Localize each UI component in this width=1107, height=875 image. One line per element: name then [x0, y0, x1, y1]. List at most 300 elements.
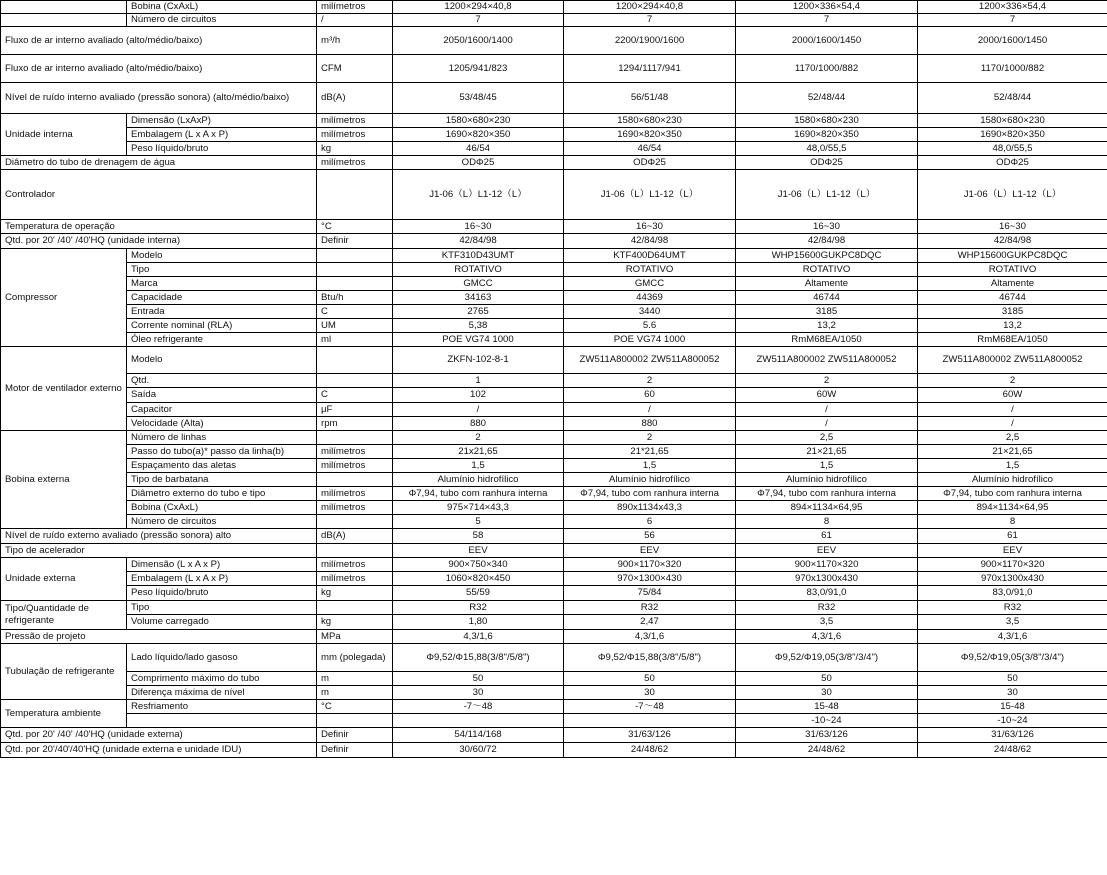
- unit-cell: kg: [317, 586, 393, 601]
- value-cell: ROTATIVO: [918, 263, 1107, 277]
- value-cell: EEV: [393, 544, 564, 558]
- value-cell: 42/84/98: [918, 234, 1107, 249]
- table-row: [1, 403, 1107, 417]
- value-cell: 24/48/62: [736, 743, 918, 758]
- value-cell: 890x1134x43,3: [564, 501, 736, 515]
- value-cell: 880: [564, 417, 736, 431]
- table-row: [1, 431, 1107, 445]
- value-cell: R32: [918, 601, 1107, 615]
- table-row: [1, 630, 1107, 644]
- value-cell: 2,5: [918, 431, 1107, 445]
- value-cell: KTF310D43UMT: [393, 249, 564, 263]
- value-cell: ODΦ25: [918, 156, 1107, 170]
- unit-cell: [317, 249, 393, 263]
- value-cell: 56: [564, 529, 736, 544]
- value-cell: 4,3/1,6: [736, 630, 918, 644]
- value-cell: WHP15600GUKPC8DQC: [918, 249, 1107, 263]
- row-label: Qtd. por 20' /40' /40'HQ (unidade externa): [1, 728, 317, 743]
- value-cell: 13,2: [918, 319, 1107, 333]
- value-cell: 61: [736, 529, 918, 544]
- table-row: [1, 714, 1107, 728]
- value-cell: 60W: [736, 388, 918, 403]
- value-cell: J1-06（L）L1-12（L）: [918, 170, 1107, 220]
- table-row: [1, 459, 1107, 473]
- value-cell: 3185: [918, 305, 1107, 319]
- table-row: [1, 473, 1107, 487]
- sub-label: Tipo: [127, 263, 317, 277]
- sub-label: Dimensão (LxAxP): [127, 114, 317, 128]
- value-cell: ZKFN-102-8-1: [393, 347, 564, 374]
- sub-label: Embalagem (L x A x P): [127, 128, 317, 142]
- value-cell: Φ7,94, tubo com ranhura interna: [736, 487, 918, 501]
- value-cell: 1170/1000/882: [736, 55, 918, 83]
- blank-cell: [1, 1, 127, 14]
- sub-label: Capacitor: [127, 403, 317, 417]
- value-cell: Alumínio hidrofílico: [736, 473, 918, 487]
- value-cell: 15-48: [918, 700, 1107, 714]
- unit-cell: °C: [317, 220, 393, 234]
- table-row: [1, 220, 1107, 234]
- value-cell: Φ7,94, tubo com ranhura interna: [918, 487, 1107, 501]
- sub-label: [127, 714, 317, 728]
- unit-cell: C: [317, 305, 393, 319]
- value-cell: 900×1170×320: [736, 558, 918, 572]
- sub-label: Volume carregado: [127, 615, 317, 630]
- value-cell: 2: [736, 374, 918, 388]
- table-row: [1, 558, 1107, 572]
- value-cell: 1,5: [918, 459, 1107, 473]
- unit-cell: [317, 374, 393, 388]
- unit-cell: Btu/h: [317, 291, 393, 305]
- value-cell: 42/84/98: [736, 234, 918, 249]
- value-cell: POE VG74 1000: [393, 333, 564, 347]
- value-cell: 16~30: [564, 220, 736, 234]
- row-label: Temperatura de operação: [1, 220, 317, 234]
- value-cell: GMCC: [564, 277, 736, 291]
- value-cell: 52/48/44: [918, 83, 1107, 114]
- sub-label: Espaçamento das aletas: [127, 459, 317, 473]
- value-cell: 900×1170×320: [564, 558, 736, 572]
- value-cell: -7～48: [564, 700, 736, 714]
- value-cell: 83,0/91,0: [736, 586, 918, 601]
- value-cell: KTF400D64UMT: [564, 249, 736, 263]
- unit-cell: m: [317, 686, 393, 700]
- value-cell: ODΦ25: [564, 156, 736, 170]
- sub-label: Modelo: [127, 249, 317, 263]
- value-cell: 21×21,65: [918, 445, 1107, 459]
- value-cell: [564, 714, 736, 728]
- value-cell: ODΦ25: [393, 156, 564, 170]
- group-label: Bobina externa: [1, 431, 127, 529]
- sub-label: Saída: [127, 388, 317, 403]
- value-cell: 58: [393, 529, 564, 544]
- sub-label: Velocidade (Alta): [127, 417, 317, 431]
- value-cell: 46/54: [393, 142, 564, 156]
- value-cell: 2765: [393, 305, 564, 319]
- value-cell: 7: [564, 14, 736, 27]
- value-cell: 2050/1600/1400: [393, 27, 564, 55]
- table-row: [1, 686, 1107, 700]
- group-label: Unidade externa: [1, 558, 127, 601]
- value-cell: /: [564, 403, 736, 417]
- value-cell: 1580×680×230: [393, 114, 564, 128]
- unit-cell: [317, 714, 393, 728]
- value-cell: 102: [393, 388, 564, 403]
- group-label: Temperatura ambiente: [1, 700, 127, 728]
- value-cell: [393, 714, 564, 728]
- table-row: [1, 14, 1107, 27]
- table-row: [1, 333, 1107, 347]
- unit-cell: milímetros: [317, 487, 393, 501]
- value-cell: 75/84: [564, 586, 736, 601]
- unit-cell: [317, 170, 393, 220]
- table-row: [1, 1, 1107, 14]
- value-cell: Alumínio hidrofílico: [918, 473, 1107, 487]
- table-row: [1, 515, 1107, 529]
- unit-cell: dB(A): [317, 83, 393, 114]
- value-cell: 2: [393, 431, 564, 445]
- table-row: [1, 55, 1107, 83]
- table-row: [1, 615, 1107, 630]
- sub-label: Peso líquido/bruto: [127, 142, 317, 156]
- unit-cell: Definir: [317, 234, 393, 249]
- table-row: [1, 319, 1107, 333]
- value-cell: 970×1300×430: [564, 572, 736, 586]
- table-row: [1, 27, 1107, 55]
- value-cell: 4,3/1,6: [393, 630, 564, 644]
- value-cell: ROTATIVO: [736, 263, 918, 277]
- unit-cell: milímetros: [317, 1, 393, 14]
- unit-cell: kg: [317, 615, 393, 630]
- table-row: [1, 544, 1107, 558]
- value-cell: J1-06（L）L1-12（L）: [564, 170, 736, 220]
- row-label: Qtd. por 20' /40' /40'HQ (unidade interna): [1, 234, 317, 249]
- table-row: [1, 644, 1107, 672]
- value-cell: 2,47: [564, 615, 736, 630]
- unit-cell: dB(A): [317, 529, 393, 544]
- row-label: Nível de ruído externo avaliado (pressão sonora) alto: [1, 529, 317, 544]
- sub-label: Número de circuitos: [127, 14, 317, 27]
- unit-cell: milímetros: [317, 558, 393, 572]
- value-cell: Φ9,52/Φ19,05(3/8"/3/4"): [918, 644, 1107, 672]
- unit-cell: milímetros: [317, 459, 393, 473]
- group-label: Tipo/Quantidade de refrigerante: [1, 601, 127, 630]
- value-cell: 46744: [918, 291, 1107, 305]
- value-cell: Φ7,94, tubo com ranhura interna: [564, 487, 736, 501]
- value-cell: 1294/1117/941: [564, 55, 736, 83]
- value-cell: ROTATIVO: [393, 263, 564, 277]
- value-cell: 1580×680×230: [918, 114, 1107, 128]
- table-row: [1, 445, 1107, 459]
- value-cell: -10~24: [736, 714, 918, 728]
- sub-label: Entrada: [127, 305, 317, 319]
- group-label: Tubulação de refrigerante: [1, 644, 127, 700]
- table-row: [1, 156, 1107, 170]
- value-cell: 42/84/98: [564, 234, 736, 249]
- value-cell: 30: [564, 686, 736, 700]
- unit-cell: milímetros: [317, 501, 393, 515]
- value-cell: RmM68EA/1050: [918, 333, 1107, 347]
- sub-label: Modelo: [127, 347, 317, 374]
- value-cell: 16~30: [918, 220, 1107, 234]
- sub-label: Bobina (CxAxL): [127, 1, 317, 14]
- table-row: [1, 234, 1107, 249]
- value-cell: 900×1170×320: [918, 558, 1107, 572]
- value-cell: 2000/1600/1450: [736, 27, 918, 55]
- table-row: [1, 728, 1107, 743]
- value-cell: /: [393, 403, 564, 417]
- value-cell: POE VG74 1000: [564, 333, 736, 347]
- sub-label: Resfriamento: [127, 700, 317, 714]
- value-cell: 1,5: [564, 459, 736, 473]
- sub-label: Número de circuitos: [127, 515, 317, 529]
- value-cell: 1,5: [393, 459, 564, 473]
- table-row: [1, 83, 1107, 114]
- row-label: Fluxo de ar interno avaliado (alto/médio/baixo): [1, 27, 317, 55]
- unit-cell: milímetros: [317, 445, 393, 459]
- sub-label: Passo do tubo(a)* passo da linha(b): [127, 445, 317, 459]
- sub-label: Tipo de barbatana: [127, 473, 317, 487]
- value-cell: 5: [393, 515, 564, 529]
- value-cell: Altamente: [736, 277, 918, 291]
- value-cell: 7: [736, 14, 918, 27]
- value-cell: 1: [393, 374, 564, 388]
- value-cell: 1690×820×350: [393, 128, 564, 142]
- value-cell: 46/54: [564, 142, 736, 156]
- value-cell: 900×750×340: [393, 558, 564, 572]
- unit-cell: MPa: [317, 630, 393, 644]
- value-cell: EEV: [918, 544, 1107, 558]
- sub-label: Lado líquido/lado gasoso: [127, 644, 317, 672]
- value-cell: Φ9,52/Φ15,88(3/8"/5/8"): [564, 644, 736, 672]
- table-row: [1, 601, 1107, 615]
- value-cell: 55/59: [393, 586, 564, 601]
- table-row: [1, 388, 1107, 403]
- value-cell: ZW511A800002 ZW511A800052: [918, 347, 1107, 374]
- value-cell: 83,0/91,0: [918, 586, 1107, 601]
- value-cell: -10~24: [918, 714, 1107, 728]
- unit-cell: ml: [317, 333, 393, 347]
- row-label: Tipo de acelerador: [1, 544, 317, 558]
- value-cell: 16~30: [393, 220, 564, 234]
- value-cell: 60: [564, 388, 736, 403]
- value-cell: EEV: [564, 544, 736, 558]
- value-cell: 3440: [564, 305, 736, 319]
- table-row: [1, 128, 1107, 142]
- value-cell: 16~30: [736, 220, 918, 234]
- value-cell: 31/63/126: [564, 728, 736, 743]
- value-cell: 24/48/62: [564, 743, 736, 758]
- value-cell: 50: [918, 672, 1107, 686]
- row-label: Diâmetro do tubo de drenagem de água: [1, 156, 317, 170]
- unit-cell: milímetros: [317, 114, 393, 128]
- unit-cell: mm (polegada): [317, 644, 393, 672]
- value-cell: 1580×680×230: [736, 114, 918, 128]
- value-cell: 894×1134×64,95: [918, 501, 1107, 515]
- value-cell: /: [736, 403, 918, 417]
- table-row: [1, 305, 1107, 319]
- value-cell: 2: [918, 374, 1107, 388]
- value-cell: 1200×294×40,8: [393, 1, 564, 14]
- value-cell: WHP15600GUKPC8DQC: [736, 249, 918, 263]
- table-row: [1, 114, 1107, 128]
- row-label: Pressão de projeto: [1, 630, 317, 644]
- value-cell: 48,0/55,5: [736, 142, 918, 156]
- value-cell: 1200×336×54,4: [736, 1, 918, 14]
- value-cell: 2,5: [736, 431, 918, 445]
- value-cell: 8: [918, 515, 1107, 529]
- value-cell: R32: [393, 601, 564, 615]
- value-cell: Φ7,94, tubo com ranhura interna: [393, 487, 564, 501]
- value-cell: 970x1300x430: [736, 572, 918, 586]
- value-cell: 1,80: [393, 615, 564, 630]
- value-cell: 3,5: [736, 615, 918, 630]
- value-cell: 56/51/48: [564, 83, 736, 114]
- value-cell: 60W: [918, 388, 1107, 403]
- value-cell: 24/48/62: [918, 743, 1107, 758]
- value-cell: 894×1134×64,95: [736, 501, 918, 515]
- value-cell: 1205/941/823: [393, 55, 564, 83]
- value-cell: 1,5: [736, 459, 918, 473]
- unit-cell: CFM: [317, 55, 393, 83]
- value-cell: ROTATIVO: [564, 263, 736, 277]
- unit-cell: rpm: [317, 417, 393, 431]
- table-row: [1, 374, 1107, 388]
- value-cell: 1060×820×450: [393, 572, 564, 586]
- value-cell: 1690×820×350: [918, 128, 1107, 142]
- unit-cell: [317, 601, 393, 615]
- value-cell: EEV: [736, 544, 918, 558]
- table-row: [1, 586, 1107, 601]
- value-cell: 31/63/126: [918, 728, 1107, 743]
- value-cell: 1170/1000/882: [918, 55, 1107, 83]
- sub-label: Óleo refrigerante: [127, 333, 317, 347]
- unit-cell: milímetros: [317, 156, 393, 170]
- table-row: [1, 417, 1107, 431]
- value-cell: 7: [393, 14, 564, 27]
- value-cell: 53/48/45: [393, 83, 564, 114]
- table-row: [1, 142, 1107, 156]
- sub-label: Qtd.: [127, 374, 317, 388]
- unit-cell: [317, 277, 393, 291]
- unit-cell: kg: [317, 142, 393, 156]
- value-cell: /: [736, 417, 918, 431]
- value-cell: 880: [393, 417, 564, 431]
- value-cell: 2: [564, 374, 736, 388]
- value-cell: 1200×294×40,8: [564, 1, 736, 14]
- value-cell: 2000/1600/1450: [918, 27, 1107, 55]
- table-row: [1, 487, 1107, 501]
- unit-cell: [317, 263, 393, 277]
- value-cell: ODΦ25: [736, 156, 918, 170]
- unit-cell: Definir: [317, 743, 393, 758]
- row-label: Qtd. por 20'/40'/40'HQ (unidade externa e unidade IDU): [1, 743, 317, 758]
- value-cell: 975×714×43,3: [393, 501, 564, 515]
- table-row: [1, 501, 1107, 515]
- table-row: [1, 249, 1107, 263]
- row-label: Nível de ruído interno avaliado (pressão sonora) (alto/médio/baixo): [1, 83, 317, 114]
- value-cell: ZW511A800002 ZW511A800052: [736, 347, 918, 374]
- value-cell: 5,38: [393, 319, 564, 333]
- table-row: [1, 263, 1107, 277]
- value-cell: 21×21,65: [736, 445, 918, 459]
- value-cell: 30: [918, 686, 1107, 700]
- row-label: Fluxo de ar interno avaliado (alto/médio/baixo): [1, 55, 317, 83]
- value-cell: 61: [918, 529, 1107, 544]
- sub-label: Corrente nominal (RLA): [127, 319, 317, 333]
- value-cell: 30/60/72: [393, 743, 564, 758]
- value-cell: 42/84/98: [393, 234, 564, 249]
- unit-cell: [317, 544, 393, 558]
- value-cell: 30: [393, 686, 564, 700]
- sub-label: Diâmetro externo do tubo e tipo: [127, 487, 317, 501]
- value-cell: 52/48/44: [736, 83, 918, 114]
- unit-cell: °C: [317, 700, 393, 714]
- table-row: [1, 743, 1107, 758]
- value-cell: 50: [736, 672, 918, 686]
- value-cell: /: [918, 403, 1107, 417]
- value-cell: 15-48: [736, 700, 918, 714]
- unit-cell: /: [317, 14, 393, 27]
- table-row: [1, 700, 1107, 714]
- sub-label: Peso líquido/bruto: [127, 586, 317, 601]
- value-cell: 1690×820×350: [736, 128, 918, 142]
- sub-label: Embalagem (L x A x P): [127, 572, 317, 586]
- table-row: [1, 291, 1107, 305]
- table-row: [1, 170, 1107, 220]
- unit-cell: m: [317, 672, 393, 686]
- group-label: Unidade interna: [1, 114, 127, 156]
- sub-label: Bobina (CxAxL): [127, 501, 317, 515]
- value-cell: 21*21,65: [564, 445, 736, 459]
- sub-label: Tipo: [127, 601, 317, 615]
- value-cell: 31/63/126: [736, 728, 918, 743]
- unit-cell: [317, 431, 393, 445]
- unit-cell: [317, 347, 393, 374]
- value-cell: 2200/1900/1600: [564, 27, 736, 55]
- value-cell: 46744: [736, 291, 918, 305]
- blank-cell: [1, 14, 127, 27]
- value-cell: 50: [393, 672, 564, 686]
- group-label: Compressor: [1, 249, 127, 347]
- unit-cell: Definir: [317, 728, 393, 743]
- value-cell: J1-06（L）L1-12（L）: [393, 170, 564, 220]
- value-cell: /: [918, 417, 1107, 431]
- value-cell: 7: [918, 14, 1107, 27]
- value-cell: 3,5: [918, 615, 1107, 630]
- unit-cell: milímetros: [317, 572, 393, 586]
- value-cell: 44369: [564, 291, 736, 305]
- row-label: Controlador: [1, 170, 317, 220]
- value-cell: 50: [564, 672, 736, 686]
- value-cell: 6: [564, 515, 736, 529]
- value-cell: 21x21,65: [393, 445, 564, 459]
- value-cell: 8: [736, 515, 918, 529]
- unit-cell: milímetros: [317, 128, 393, 142]
- value-cell: Altamente: [918, 277, 1107, 291]
- value-cell: 3185: [736, 305, 918, 319]
- value-cell: 4,3/1,6: [564, 630, 736, 644]
- value-cell: Φ9,52/Φ15,88(3/8"/5/8"): [393, 644, 564, 672]
- value-cell: 1690×820×350: [564, 128, 736, 142]
- sub-label: Número de linhas: [127, 431, 317, 445]
- value-cell: ZW511A800002 ZW511A800052: [564, 347, 736, 374]
- unit-cell: [317, 473, 393, 487]
- value-cell: 54/114/168: [393, 728, 564, 743]
- value-cell: R32: [736, 601, 918, 615]
- value-cell: 13,2: [736, 319, 918, 333]
- table-row: [1, 672, 1107, 686]
